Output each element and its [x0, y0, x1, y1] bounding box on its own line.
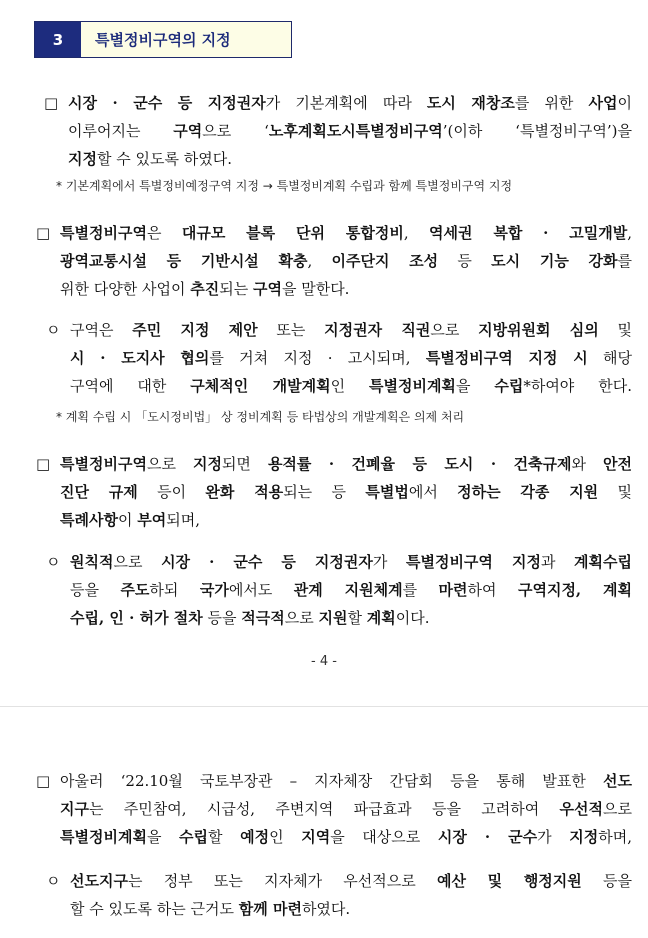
bold-text-run: 부여: [137, 511, 167, 529]
bold-text-run: 특별정비구역: [60, 455, 147, 473]
bold-text-run: 지정: [569, 828, 599, 846]
paragraph-line: [70, 548, 632, 576]
text-run: 을 대상으로: [330, 828, 438, 846]
text-run: 등을: [202, 609, 242, 627]
bold-text-run: 수립: [494, 377, 524, 395]
text-run: 를 위한: [514, 94, 589, 112]
bold-text-run: 원칙적: [70, 553, 114, 571]
bold-text-run: 계획수립: [574, 553, 632, 571]
text-run: 등: [438, 252, 492, 270]
text-run: 하여: [467, 581, 518, 599]
text-run: 을: [146, 828, 180, 846]
text-run: 에서도: [228, 581, 294, 599]
page-number: - 4 -: [311, 654, 337, 669]
text-run: 구역에 대한: [70, 377, 191, 395]
paragraph-line: [70, 867, 632, 895]
bold-text-run: 지정권자 직권: [324, 321, 431, 339]
bold-text-run: 함께 마련: [238, 900, 302, 918]
bold-text-run: 구역: [173, 122, 203, 140]
text-run: 하였다.: [301, 900, 351, 918]
footnote-1: * 기본계획에서 특별정비예정구역 지정 → 특별정비계획 수립과 함께 특별정비구역 지정: [56, 179, 513, 193]
bold-text-run: 관계 지원체계: [293, 581, 403, 599]
bold-text-run: 사업: [588, 94, 618, 112]
text-run: 이: [117, 511, 138, 529]
text-run: 등이: [137, 483, 206, 501]
paragraph-line: [60, 767, 632, 795]
paragraph-line: [60, 219, 632, 247]
bold-text-run: 지원: [318, 609, 348, 627]
bold-text-run: 계획: [366, 609, 396, 627]
bold-text-run: 선도지구: [70, 872, 128, 890]
section-title: 특별정비구역의 지정: [81, 22, 291, 57]
paragraph-line: [60, 478, 632, 506]
text-run: 가 기본계획에 따라: [265, 94, 427, 112]
text-run: 할 수 있도록 하는 근거도: [70, 900, 239, 918]
bold-text-run: 수립, 인 · 허가 절차: [70, 609, 203, 627]
bold-text-run: 구체적인 개발계획: [190, 377, 331, 395]
text-run: 아울러 ‘22.10월 국토부장관 – 지자체장 간담회 등을 통해 발표한: [60, 772, 604, 790]
square-bullet-icon: □: [36, 224, 51, 242]
paragraph-line: [70, 372, 632, 400]
text-run: 되며,: [166, 511, 200, 529]
section-number: 3: [35, 22, 81, 57]
text-run: 되는: [219, 280, 253, 298]
paragraph-line: [68, 145, 632, 173]
text-run: 와: [571, 455, 604, 473]
bold-text-run: 선도: [603, 772, 632, 790]
bold-text-run: 시장 · 군수 등 지정권자: [161, 553, 373, 571]
text-run: 가: [537, 828, 570, 846]
bold-text-run: 대규모 블록 단위 통합정비: [181, 224, 404, 242]
paragraph-line: [60, 823, 632, 851]
text-run: 으로 ‘: [202, 122, 269, 140]
text-run: 으로: [113, 553, 162, 571]
bold-text-run: 특례사항: [60, 511, 118, 529]
bold-text-run: 특별법: [365, 483, 409, 501]
bold-text-run: 이주단지 조성: [331, 252, 439, 270]
text-run: 할 수 있도록 하였다.: [96, 150, 232, 168]
page-break-divider: [0, 706, 648, 707]
bold-text-run: 안전: [603, 455, 633, 473]
text-run: 과: [540, 553, 575, 571]
text-run: 등을: [70, 581, 121, 599]
bold-text-run: 완화 적용: [205, 483, 284, 501]
bold-text-run: 지역: [301, 828, 331, 846]
text-run: 할: [208, 828, 241, 846]
paragraph-line: [60, 795, 632, 823]
bold-text-run: 시장 · 군수: [437, 828, 538, 846]
bold-text-run: 정하는 각종 지원: [457, 483, 599, 501]
text-run: 인: [330, 377, 369, 395]
bold-text-run: 시 · 도지사 협의: [70, 349, 210, 367]
text-run: 은: [146, 224, 182, 242]
bold-text-run: 시장 · 군수 등 지정권자: [68, 94, 266, 112]
bold-text-run: 마련: [438, 581, 468, 599]
text-run: 및: [598, 321, 632, 339]
bold-text-run: 주민 지정 제안: [132, 321, 258, 339]
text-run: 에서: [408, 483, 458, 501]
text-run: 등을: [581, 872, 633, 890]
text-run: 구역은: [70, 321, 133, 339]
text-run: 이루어지는: [68, 122, 174, 140]
circle-bullet-icon: ㅇ: [46, 872, 61, 890]
text-run: 를: [617, 252, 632, 270]
text-run: 는 정부 또는 지자체가 우선적으로: [127, 872, 437, 890]
text-run: 을 말한다.: [281, 280, 350, 298]
text-run: 이다.: [395, 609, 430, 627]
text-run: 가: [372, 553, 406, 571]
text-run: 으로: [603, 800, 632, 818]
bold-text-run: 특별정비계획: [368, 377, 456, 395]
paragraph-line: [70, 576, 632, 604]
paragraph-line: [60, 506, 632, 534]
footnote-2: * 계획 수립 시 「도시정비법」 상 정비계획 등 타법상의 개발계획은 의제 처리: [56, 410, 465, 424]
bold-text-run: 지정: [192, 455, 222, 473]
bold-text-run: 도시 재창조: [426, 94, 515, 112]
circle-bullet-icon: ㅇ: [46, 321, 61, 339]
paragraph-line: [60, 247, 632, 275]
bold-text-run: 지방위원회 심의: [478, 321, 599, 339]
paragraph-line: [70, 895, 632, 923]
bold-text-run: 도시 기능 강화: [491, 252, 618, 270]
bold-text-run: 지구: [60, 800, 89, 818]
text-run: 하며,: [598, 828, 632, 846]
bold-text-run: 구역지정, 계획: [517, 581, 633, 599]
text-run: 해당: [587, 349, 632, 367]
text-run: 위한 다양한 사업이: [60, 280, 191, 298]
bold-text-run: 수립: [179, 828, 209, 846]
text-run: 되는 등: [283, 483, 366, 501]
bold-text-run: 특별정비구역 지정 시: [425, 349, 588, 367]
text-run: ’(이하 ‘특별정비구역’)을: [442, 122, 632, 140]
paragraph-line: [70, 316, 632, 344]
bold-text-run: 노후계획도시특별정비구역: [268, 122, 443, 140]
paragraph-line: [70, 344, 632, 372]
text-run: 할: [347, 609, 367, 627]
circle-bullet-icon: ㅇ: [46, 553, 61, 571]
text-run: 를: [402, 581, 439, 599]
text-run: ,: [627, 224, 632, 242]
square-bullet-icon: □: [44, 94, 59, 112]
bold-text-run: 적극적: [241, 609, 285, 627]
text-run: ,: [403, 224, 429, 242]
text-run: 되면: [221, 455, 268, 473]
bold-text-run: 추진: [190, 280, 220, 298]
bold-text-run: 예정: [240, 828, 270, 846]
bold-text-run: 진단 규제: [60, 483, 138, 501]
text-run: 으로: [146, 455, 193, 473]
square-bullet-icon: □: [36, 455, 51, 473]
text-run: *하여야 한다.: [523, 377, 632, 395]
paragraph-line: [60, 275, 632, 303]
text-run: 및: [598, 483, 632, 501]
text-run: ,: [307, 252, 332, 270]
bold-text-run: 구역: [252, 280, 282, 298]
square-bullet-icon: □: [36, 772, 51, 790]
text-run: 하되: [149, 581, 200, 599]
bold-text-run: 우선적: [559, 800, 604, 818]
text-run: 이: [617, 94, 632, 112]
bold-text-run: 국가: [199, 581, 229, 599]
bold-text-run: 예산 및 행정지원: [436, 872, 582, 890]
paragraph-line: [60, 450, 632, 478]
bold-text-run: 특별정비계획: [60, 828, 147, 846]
bold-text-run: 주도: [120, 581, 150, 599]
bold-text-run: 특별정비구역: [60, 224, 147, 242]
text-run: 인: [269, 828, 302, 846]
paragraph-line: [70, 604, 632, 632]
bold-text-run: 광역교통시설 등 기반시설 확충: [60, 252, 308, 270]
text-run: 으로: [284, 609, 319, 627]
text-run: 는 주민참여, 시급성, 주변지역 파급효과 등을 고려하여: [88, 800, 560, 818]
paragraph-line: [68, 117, 632, 145]
bold-text-run: 특별정비구역 지정: [405, 553, 541, 571]
paragraph-line: [68, 89, 632, 117]
text-run: 를 거쳐 지정 · 고시되며,: [209, 349, 426, 367]
bold-text-run: 지정: [68, 150, 97, 168]
section-header: [34, 21, 292, 58]
text-run: 또는: [257, 321, 325, 339]
text-run: 으로: [430, 321, 479, 339]
bold-text-run: 용적률 · 건폐율 등 도시 · 건축규제: [267, 455, 572, 473]
bold-text-run: 역세권 복합 · 고밀개발: [429, 224, 628, 242]
text-run: 을: [455, 377, 495, 395]
